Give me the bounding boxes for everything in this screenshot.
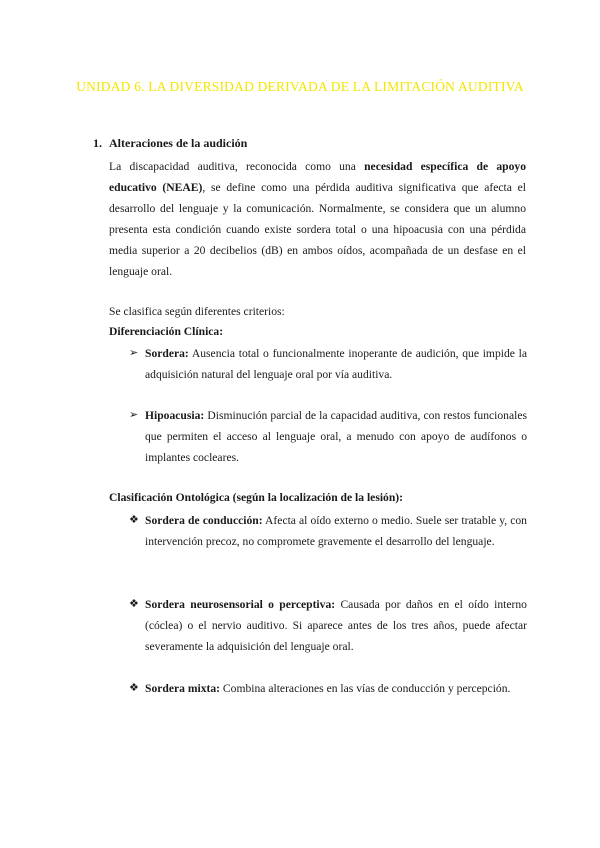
item-text: Combina alteraciones en las vías de conducción y percepción. — [220, 682, 511, 695]
item-text: Ausencia total o funcionalmente inoperante de audición, que impide la adquisición natural del lenguaje oral por vía auditiva. — [145, 347, 527, 381]
section-title: Alteraciones de la audición — [109, 136, 248, 150]
intro-paragraph — [109, 156, 526, 282]
clinical-heading: Diferenciación Clínica: — [109, 325, 224, 338]
intro-neae-term: necesidad específica de apoyo educativo (NEAE) — [109, 160, 526, 194]
page-title: UNIDAD 6. LA DIVERSIDAD DERIVADA DE LA LIMITACIÓN AUDITIVA — [76, 79, 524, 94]
item-term: Sordera de conducción: — [145, 514, 263, 527]
diamond-bullet-icon: ❖ — [129, 514, 139, 526]
item-term: Sordera mixta: — [145, 682, 221, 695]
clinical-item-sordera — [129, 343, 527, 385]
item-text: Afecta al oído externo o medio. Suele ser tratable y, con intervención precoz, no compromete gravemente el desarrollo del lenguaje. — [145, 514, 527, 548]
item-text: Disminución parcial de la capacidad auditiva, con restos funcionales que permiten el acceso al lenguaje oral, a menudo con apoyo de audífonos o implantes cocleares. — [145, 409, 527, 464]
arrow-bullet-icon: ➢ — [129, 409, 139, 421]
otological-item-conduccion — [129, 510, 527, 552]
item-text: Causada por daños en el oído interno (cóclea) o el nervio auditivo. Si aparece antes de los tres años, puede afectar severamente la adquisición del lenguaje oral. — [145, 598, 527, 653]
section-number: 1. — [93, 136, 102, 150]
intro-text-2: , se define como una pérdida auditiva significativa que afecta el desarrollo del lenguaje y la comunicación. Normalmente, se considera que un alumno presenta esta condición cuando existe sordera total o una hipoacusia con una pérdida media superior a 20 decibelios (dB) en ambos oídos, acompañada de un desfase en el lenguaje oral. — [109, 181, 526, 278]
intro-text-1: La discapacidad auditiva, reconocida como una — [109, 160, 365, 173]
diamond-bullet-icon: ❖ — [129, 682, 139, 694]
item-term: Sordera neurosensorial o perceptiva: — [145, 598, 336, 611]
diamond-bullet-icon: ❖ — [129, 598, 139, 610]
otological-heading: Clasificación Ontológica (según la localización de la lesión): — [109, 491, 404, 504]
classify-text: Se clasifica según diferentes criterios: — [109, 305, 285, 318]
otological-item-mixta — [129, 678, 527, 699]
section-heading — [93, 136, 533, 151]
clinical-item-hipoacusia — [129, 405, 527, 468]
item-term: Hipoacusia: — [145, 409, 205, 422]
arrow-bullet-icon: ➢ — [129, 347, 139, 359]
otological-item-neurosensorial — [129, 594, 527, 657]
item-term: Sordera: — [145, 347, 189, 360]
